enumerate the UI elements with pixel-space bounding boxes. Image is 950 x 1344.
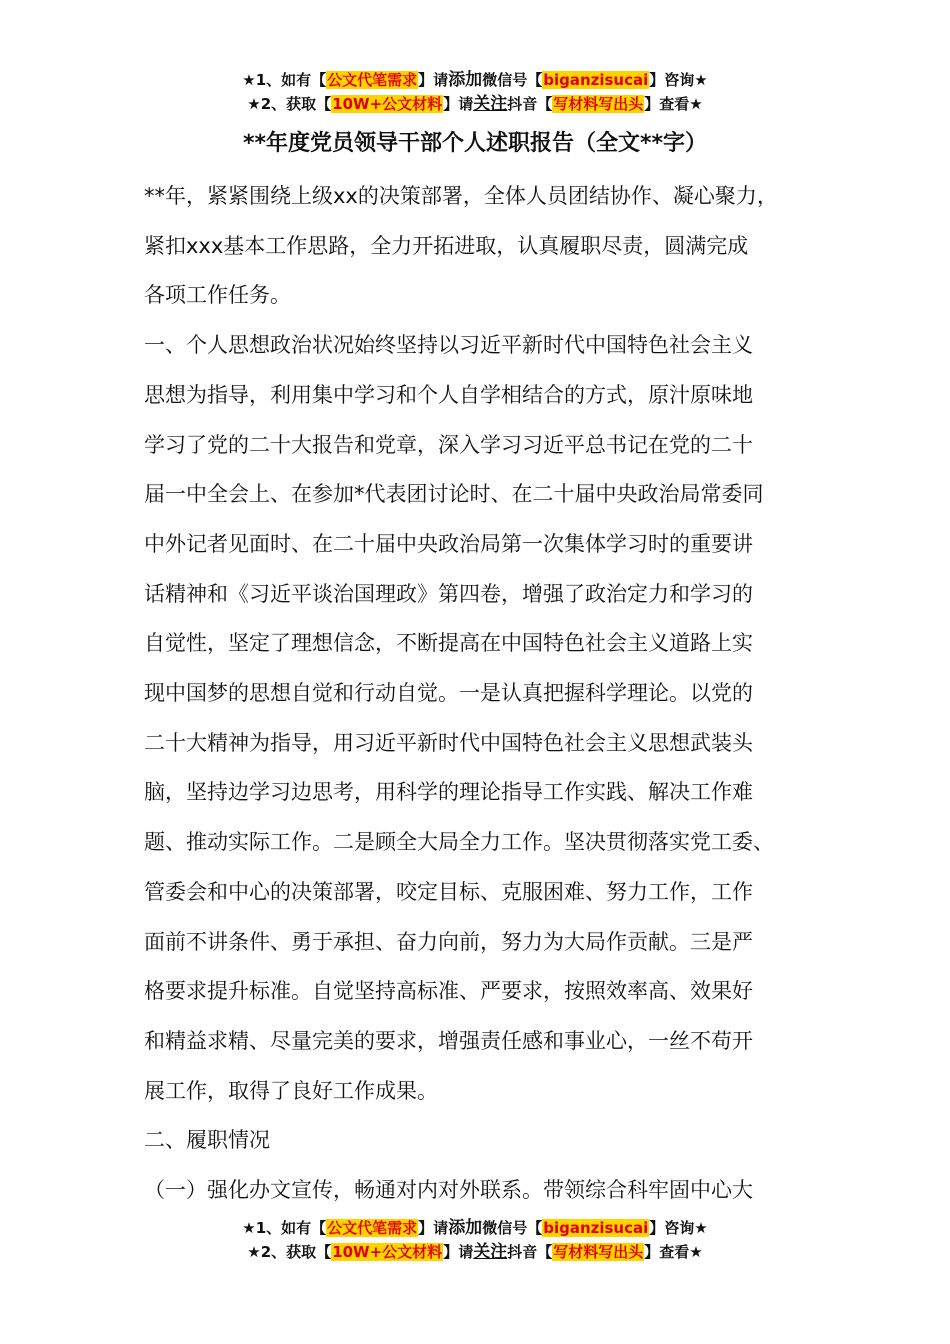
banner-highlight: 公文代笔需求 — [327, 1219, 418, 1237]
banner-text: 微信号【 — [482, 1219, 543, 1237]
body-line: 题、推动实际工作。二是顾全大局全力工作。坚决贯彻落实党工委、 — [144, 830, 774, 855]
body-line: 各项工作任务。 — [144, 283, 291, 308]
document-title: **年度党员领导干部个人述职报告（全文**字） — [242, 131, 708, 156]
banner-text: 抖音【 — [507, 1243, 553, 1261]
body-line: 紧扣xxx基本工作思路，全力开拓进取，认真履职尽责，圆满完成 — [144, 233, 749, 258]
body-line: 思想为指导，利用集中学习和个人自学相结合的方式，原汁原味地 — [144, 382, 753, 407]
body-line: **年，紧紧围绕上级xx的决策部署，全体人员团结协作、凝心聚力， — [144, 184, 778, 208]
banner-text: ★2、获取【 — [247, 1243, 332, 1261]
banner-text: ★2、获取【 — [247, 95, 332, 113]
bottom-banner — [0, 1216, 950, 1264]
banner-emphasis: 添加 — [448, 1218, 483, 1238]
section-heading: 一、个人思想政治状况始终坚持以习近平新时代中国特色社会主义 — [144, 333, 753, 358]
body-line: 和精益求精、尽量完美的要求，增强责任感和事业心，一丝不苟开 — [144, 1028, 753, 1053]
banner-text: 】查看★ — [644, 1243, 703, 1261]
document-body — [144, 172, 824, 1216]
body-line: 话精神和《习近平谈治国理政》第四卷，增强了政治定力和学习的 — [144, 581, 753, 606]
banner-text: 】请 — [443, 95, 474, 113]
banner-text: 】咨询★ — [649, 1219, 708, 1237]
banner-highlight: biganzisucai — [543, 1219, 649, 1237]
banner-highlight: 10W+公文材料 — [332, 1243, 443, 1261]
banner-emphasis: 添加 — [448, 70, 483, 90]
body-line: 二十大精神为指导，用习近平新时代中国特色社会主义思想武装头 — [144, 730, 753, 755]
banner-highlight: 公文代笔需求 — [327, 71, 418, 89]
banner-text: ★1、如有【 — [242, 1219, 327, 1237]
banner-emphasis: 关注 — [473, 94, 508, 114]
body-line: 届一中全会上、在参加*代表团讨论时、在二十届中央政治局常委同 — [144, 482, 764, 507]
body-line: 展工作，取得了良好工作成果。 — [144, 1078, 438, 1103]
top-banner — [0, 68, 950, 116]
section-heading: 二、履职情况 — [144, 1128, 270, 1153]
body-line: 自觉性，坚定了理想信念，不断提高在中国特色社会主义道路上实 — [144, 631, 753, 656]
banner-text: ★1、如有【 — [242, 71, 327, 89]
banner-text: 抖音【 — [507, 95, 553, 113]
banner-line-1 — [0, 1216, 950, 1240]
body-line: 脑，坚持边学习边思考，用科学的理论指导工作实践、解决工作难 — [144, 780, 753, 805]
body-line: （一）强化办文宣传，畅通对内对外联系。带领综合科牢固中心大 — [144, 1178, 753, 1203]
body-line: 中外记者见面时、在二十届中央政治局第一次集体学习时的重要讲 — [144, 531, 753, 556]
body-line: 现中国梦的思想自觉和行动自觉。一是认真把握科学理论。以党的 — [144, 681, 753, 706]
banner-text: 】请 — [443, 1243, 474, 1261]
banner-line-2 — [0, 92, 950, 116]
banner-highlight: 写材料写出头 — [553, 1243, 644, 1261]
body-line: 管委会和中心的决策部署，咬定目标、克服困难、努力工作，工作 — [144, 879, 753, 904]
banner-text: 】请 — [418, 71, 449, 89]
body-line: 格要求提升标准。自觉坚持高标准、严要求，按照效率高、效果好 — [144, 979, 753, 1004]
banner-highlight: 10W+公文材料 — [332, 95, 443, 113]
banner-text: 】查看★ — [644, 95, 703, 113]
banner-highlight: biganzisucai — [543, 71, 649, 89]
banner-line-1 — [0, 68, 950, 92]
banner-text: 微信号【 — [482, 71, 543, 89]
body-line: 学习了党的二十大报告和党章，深入学习习近平总书记在党的二十 — [144, 432, 753, 457]
banner-line-2 — [0, 1240, 950, 1264]
banner-text: 】咨询★ — [649, 71, 708, 89]
body-line: 面前不讲条件、勇于承担、奋力向前，努力为大局作贡献。三是严 — [144, 929, 753, 954]
banner-highlight: 写材料写出头 — [553, 95, 644, 113]
banner-emphasis: 关注 — [473, 1242, 508, 1262]
banner-text: 】请 — [418, 1219, 449, 1237]
